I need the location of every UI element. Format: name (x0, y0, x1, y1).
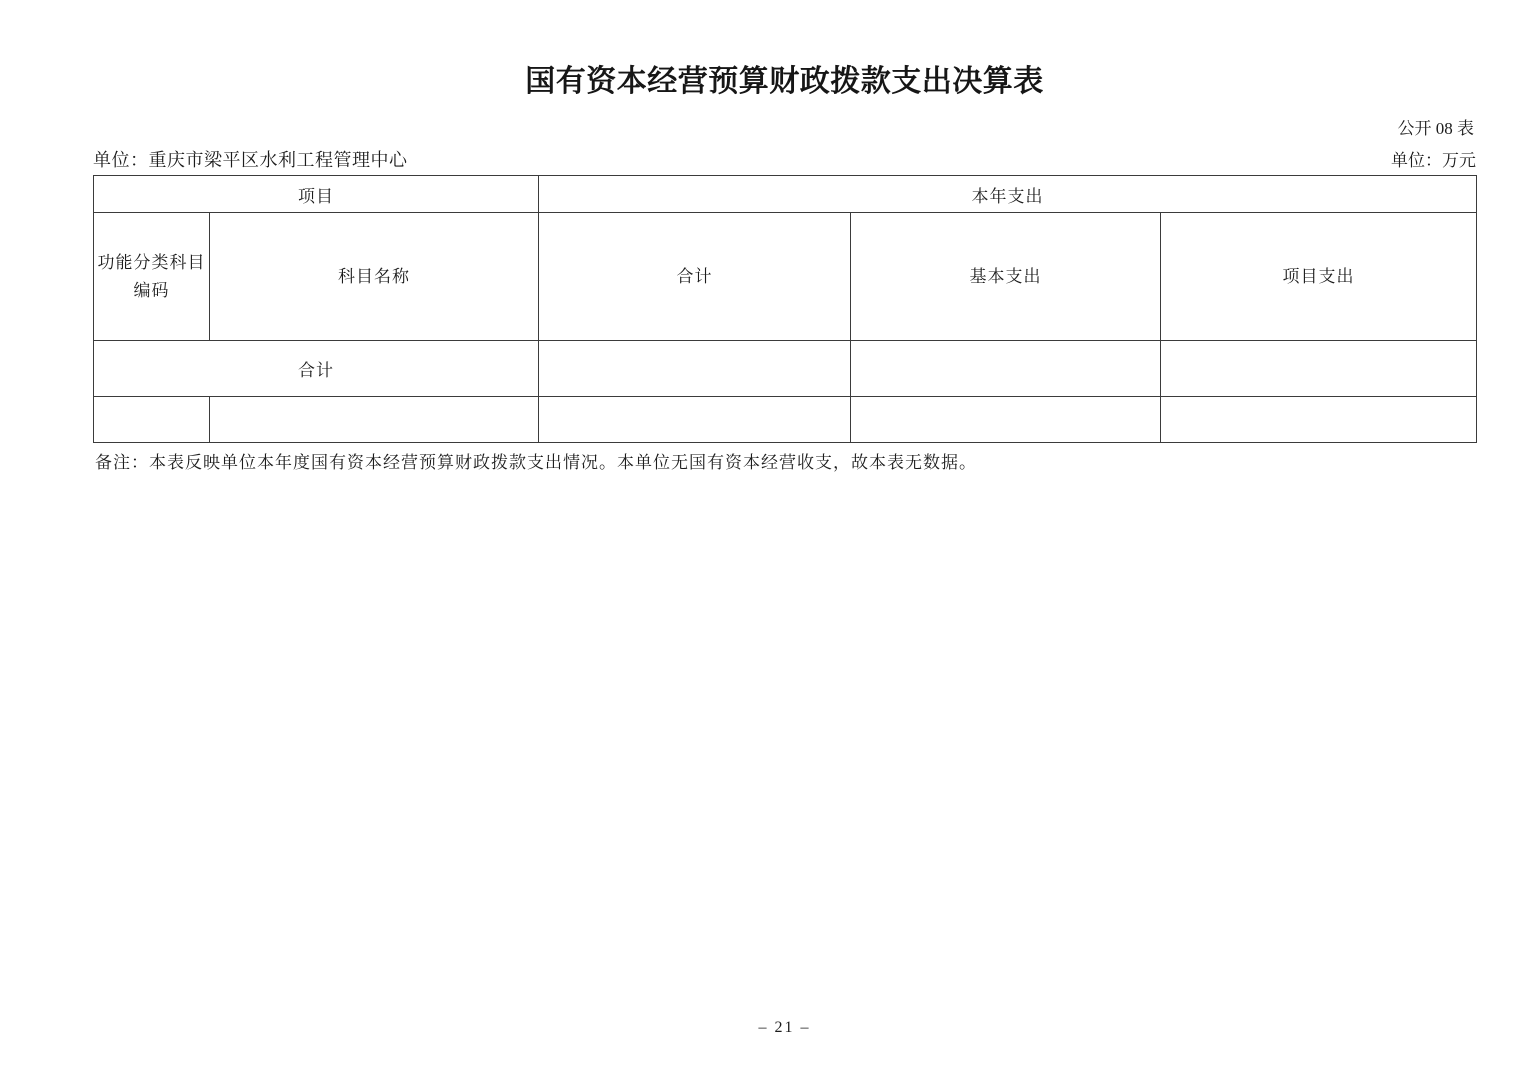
unit-measure-label: 单位：万元 (1391, 151, 1476, 170)
expenditure-table (93, 175, 1477, 443)
col-header-functional-code (94, 213, 210, 341)
col-header-basic-expenditure: 基本支出 (851, 213, 1161, 341)
unit-info-row (93, 146, 1476, 172)
empty-row-total-cell (539, 397, 851, 443)
group-header-project: 项目 (94, 176, 539, 213)
empty-row-basic-cell (851, 397, 1161, 443)
empty-row-code-cell (94, 397, 210, 443)
group-header-current-year-expenditure: 本年支出 (539, 176, 1477, 213)
total-row-total-value (539, 341, 851, 397)
page-title: 国有资本经营预算财政拨款支出决算表 (525, 65, 1044, 98)
table-row-group-header (94, 176, 1477, 213)
page-number: – 21 – (758, 1019, 811, 1036)
functional-code-line1: 功能分类科目 (97, 252, 206, 272)
table-row-column-header (94, 213, 1477, 341)
table-row-total (94, 341, 1477, 397)
functional-code-line2: 编码 (133, 280, 170, 300)
total-row-basic-value (851, 341, 1161, 397)
col-header-project-expenditure: 项目支出 (1161, 213, 1477, 341)
empty-row-project-cell (1161, 397, 1477, 443)
col-header-subject-name: 科目名称 (210, 213, 539, 341)
unit-name-label: 单位：重庆市梁平区水利工程管理中心 (93, 150, 408, 170)
total-row-project-value (1161, 341, 1477, 397)
form-code-label: 公开 08 表 (1397, 119, 1474, 138)
note-text: 备注：本表反映单位本年度国有资本经营预算财政拨款支出情况。本单位无国有资本经营收支，故本表无数据。 (95, 453, 977, 472)
total-row-label: 合计 (94, 341, 539, 397)
table-row (94, 397, 1477, 443)
empty-row-name-cell (210, 397, 539, 443)
col-header-total: 合计 (539, 213, 851, 341)
